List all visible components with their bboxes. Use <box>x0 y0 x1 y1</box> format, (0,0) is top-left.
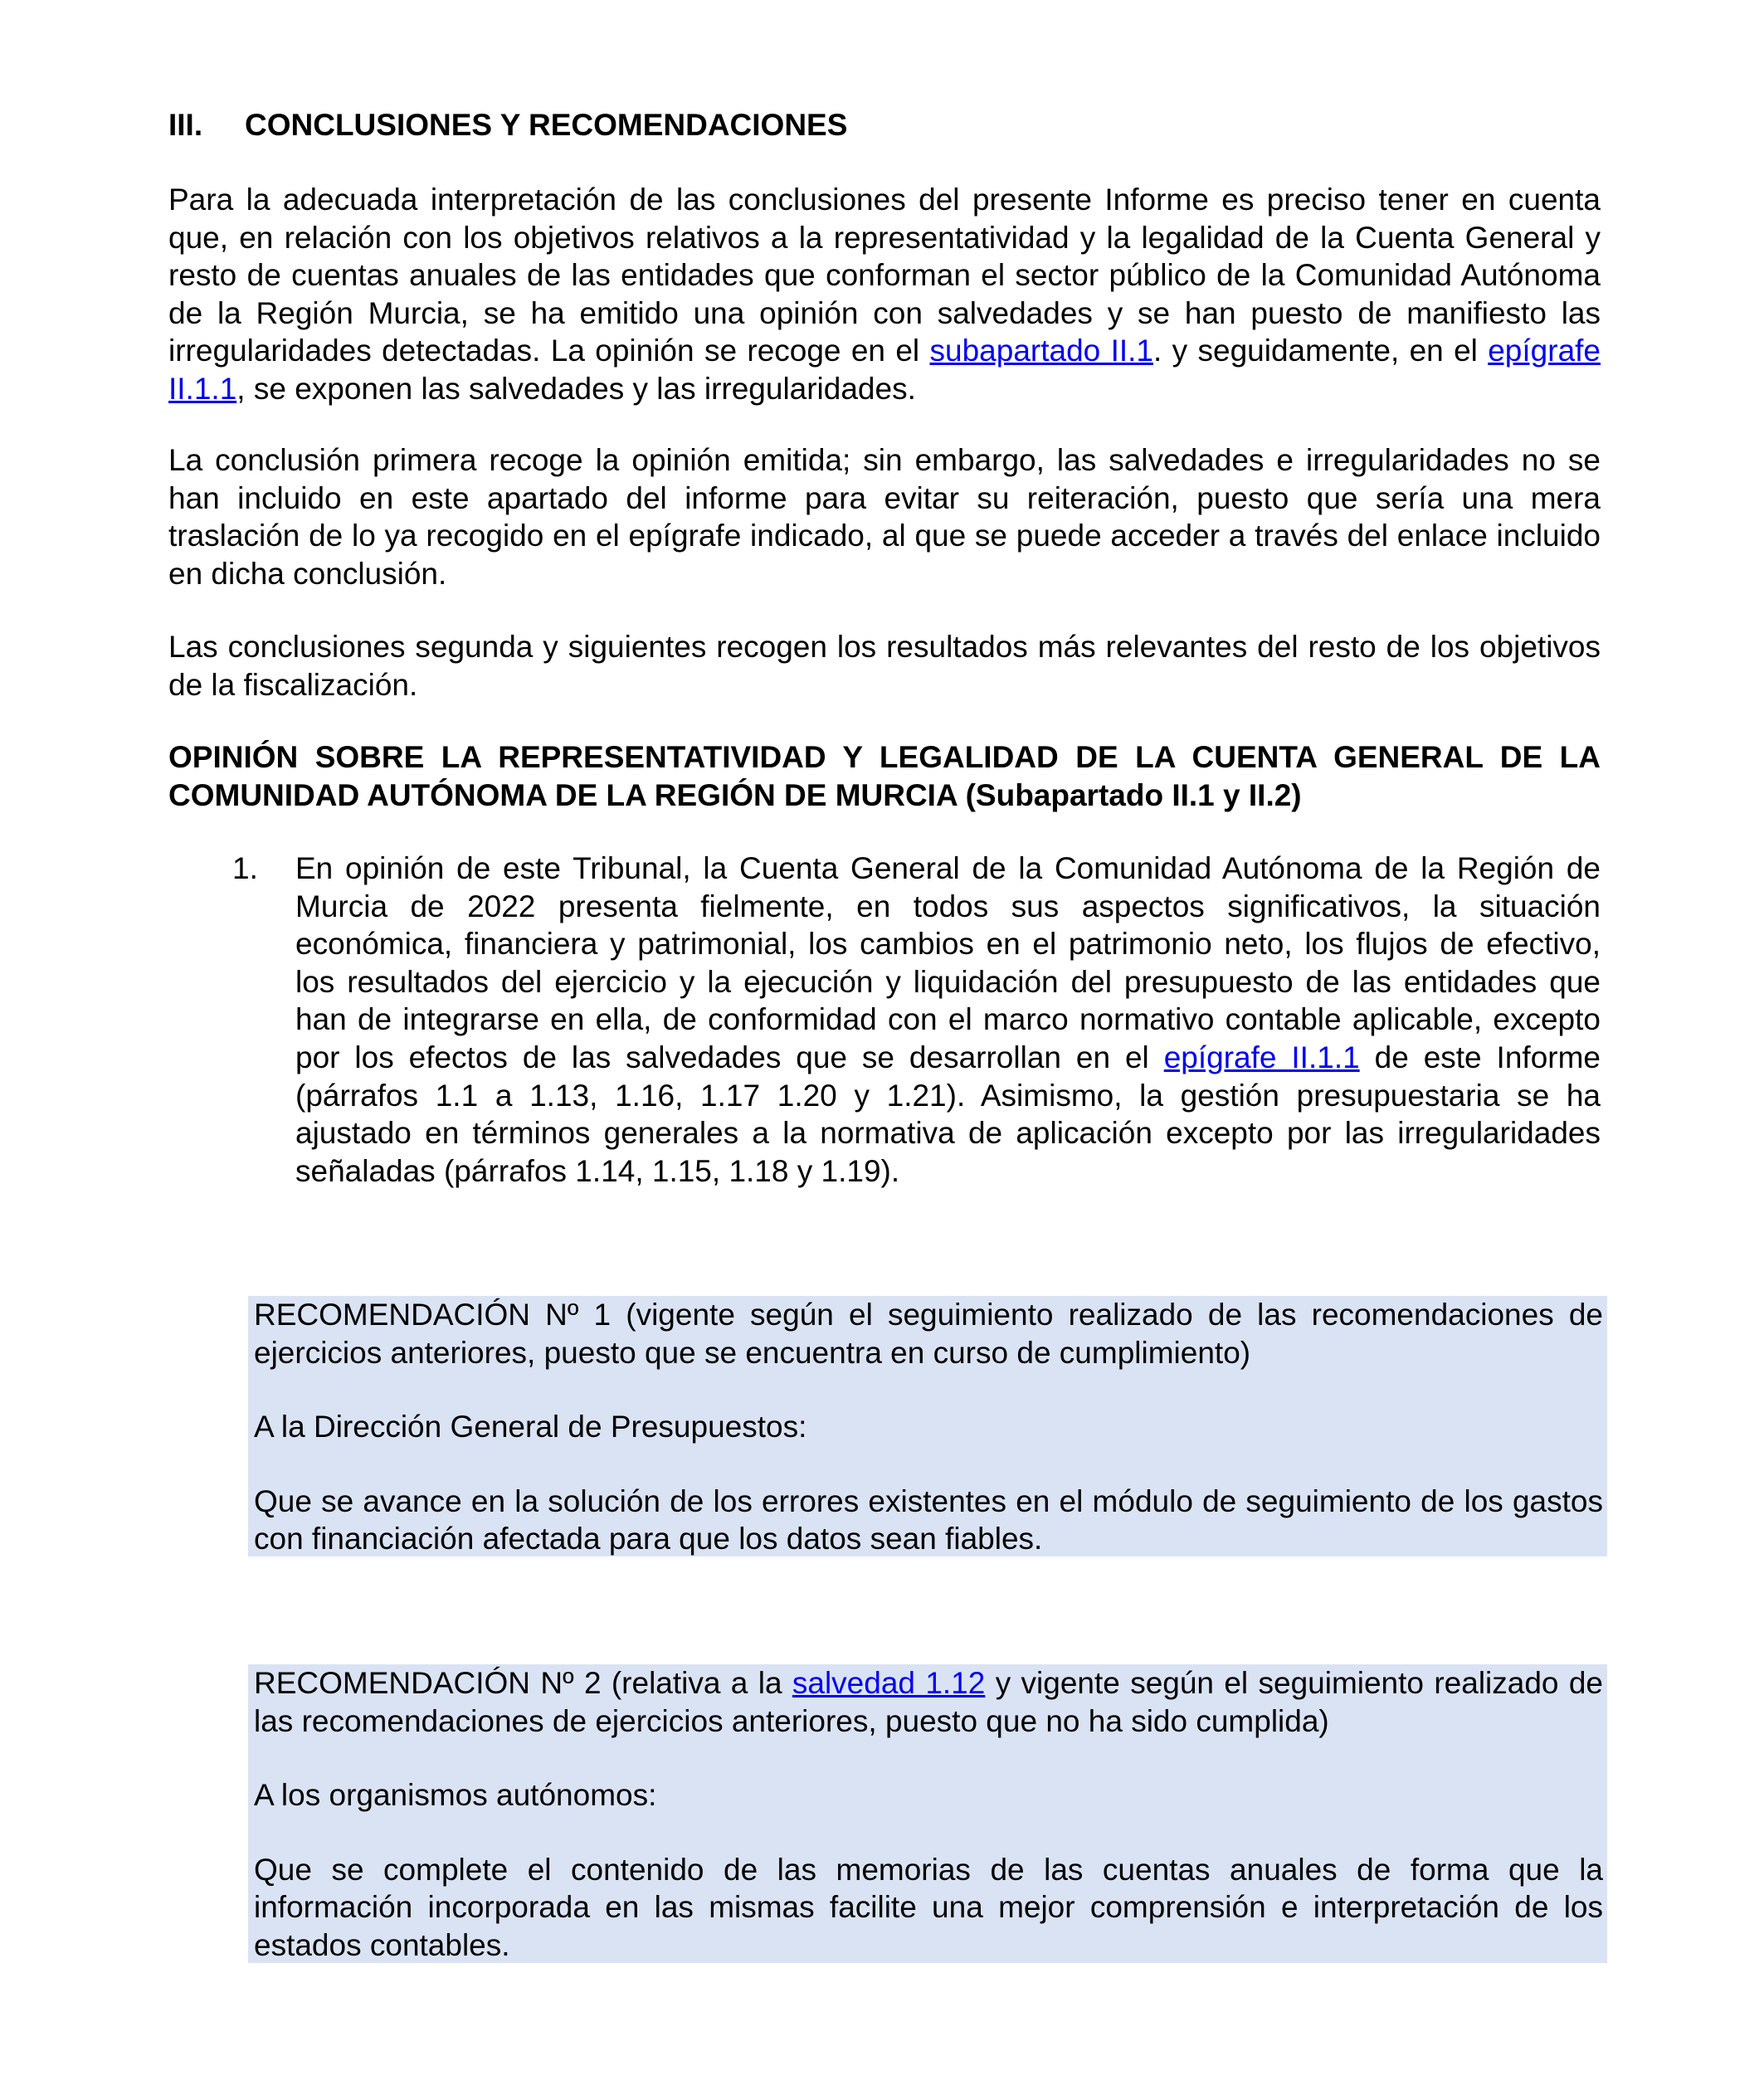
list-number: 1. <box>232 851 258 885</box>
recommendation-box-1 <box>248 1296 1607 1556</box>
opinion-heading: OPINIÓN SOBRE LA REPRESENTATIVIDAD Y LEGALIDAD DE LA CUENTA GENERAL DE LA COMUNIDAD AUTÓNOMA DE LA REGIÓN DE MURCIA (Subapartado II.1 y II.2) <box>168 740 1601 812</box>
recommendation-2-title-b: y vigente según el seguimiento realizado de las recomendaciones de ejercicios anteriores, puesto que no ha sido cumplida) <box>254 1666 1603 1738</box>
recommendation-2-title <box>254 1664 1603 1740</box>
intro-paragraph-2: La conclusión primera recoge la opinión emitida; sin embargo, las salvedades e irregularidades no se han incluido en este apartado del informe para evitar su reiteración, puesto que sería una mera traslación de lo ya recogido en el epígrafe indicado, al que se puede acceder a través del enlace incluido en dicha conclusión. <box>168 443 1601 591</box>
epigrafe-link[interactable]: epígrafe II.1.1 <box>168 334 1601 406</box>
salvedad-link[interactable]: salvedad 1.12 <box>792 1666 986 1700</box>
recommendation-2-title-a: RECOMENDACIÓN Nº 2 (relativa a la <box>254 1666 792 1700</box>
subapartado-link[interactable]: subapartado II.1 <box>929 334 1154 368</box>
conclusion-text <box>295 850 1601 1190</box>
intro-paragraph-3: Las conclusiones segunda y siguientes recogen los resultados más relevantes del resto de los objetivos de la fiscalización. <box>168 630 1601 702</box>
recommendation-1-text: Que se avance en la solución de los errores existentes en el módulo de seguimiento de los gastos con financiación afectada para que los datos sean fiables. <box>254 1483 1603 1556</box>
conclusion-text-a: En opinión de este Tribunal, la Cuenta General de la Comunidad Autónoma de la Región de Murcia de 2022 presenta fielmente, en todos sus aspectos significativos, la situación económica, financiera y patrimonial, los cambios en el patrimonio neto, los flujos de efectivo, los resultados del ejercicio y la ejecución y liquidación del presupuesto de las entidades que han de integrarse en ella, de conformidad con el marco normativo contable aplicable, excepto por los efectos de las salvedades que se desarrollan en el <box>295 851 1601 1074</box>
intro-text-1b: . y seguidamente, en el <box>1153 334 1489 368</box>
section-heading <box>168 106 847 144</box>
intro-text-1a: Para la adecuada interpretación de las conclusiones del presente Informe es preciso tener en cuenta que, en relación con los objetivos relativos a la representatividad y la legalidad de la Cuenta General y resto de cuentas anuales de las entidades que conforman el sector público de la Comunidad Autónoma de la Región Murcia, se ha emitido una opinión con salvedades y se han puesto de manifiesto las irregularidades detectadas. La opinión se recoge en el <box>168 183 1601 368</box>
recommendation-1-title: RECOMENDACIÓN Nº 1 (vigente según el seguimiento realizado de las recomendaciones de ejercicios anteriores, puesto que se encuentra en curso de cumplimiento) <box>254 1298 1603 1370</box>
section-number: III. <box>168 108 203 142</box>
intro-text-1c: , se exponen las salvedades y las irregularidades. <box>236 371 916 406</box>
section-title: CONCLUSIONES Y RECOMENDACIONES <box>245 108 848 142</box>
recommendation-1-addressee: A la Dirección General de Presupuestos: <box>254 1410 807 1444</box>
recommendation-2-text: Que se complete el contenido de las memorias de las cuentas anuales de forma que la información incorporada en las mismas facilite una mejor comprensión e interpretación de los estados contables. <box>254 1852 1603 1962</box>
intro-paragraph-1 <box>168 181 1601 408</box>
conclusion-epigrafe-link[interactable]: epígrafe II.1.1 <box>1163 1040 1360 1074</box>
recommendation-box-2 <box>248 1664 1607 1963</box>
conclusion-text-b: de este Informe (párrafos 1.1 a 1.13, 1.16, 1.17 1.20 y 1.21). Asimismo, la gestión presupuestaria se ha ajustado en términos generales a la normativa de aplicación excepto por las irregularidades señaladas (párrafos 1.14, 1.15, 1.18 y 1.19). <box>295 1040 1601 1188</box>
recommendation-2-addressee: A los organismos autónomos: <box>254 1778 657 1813</box>
